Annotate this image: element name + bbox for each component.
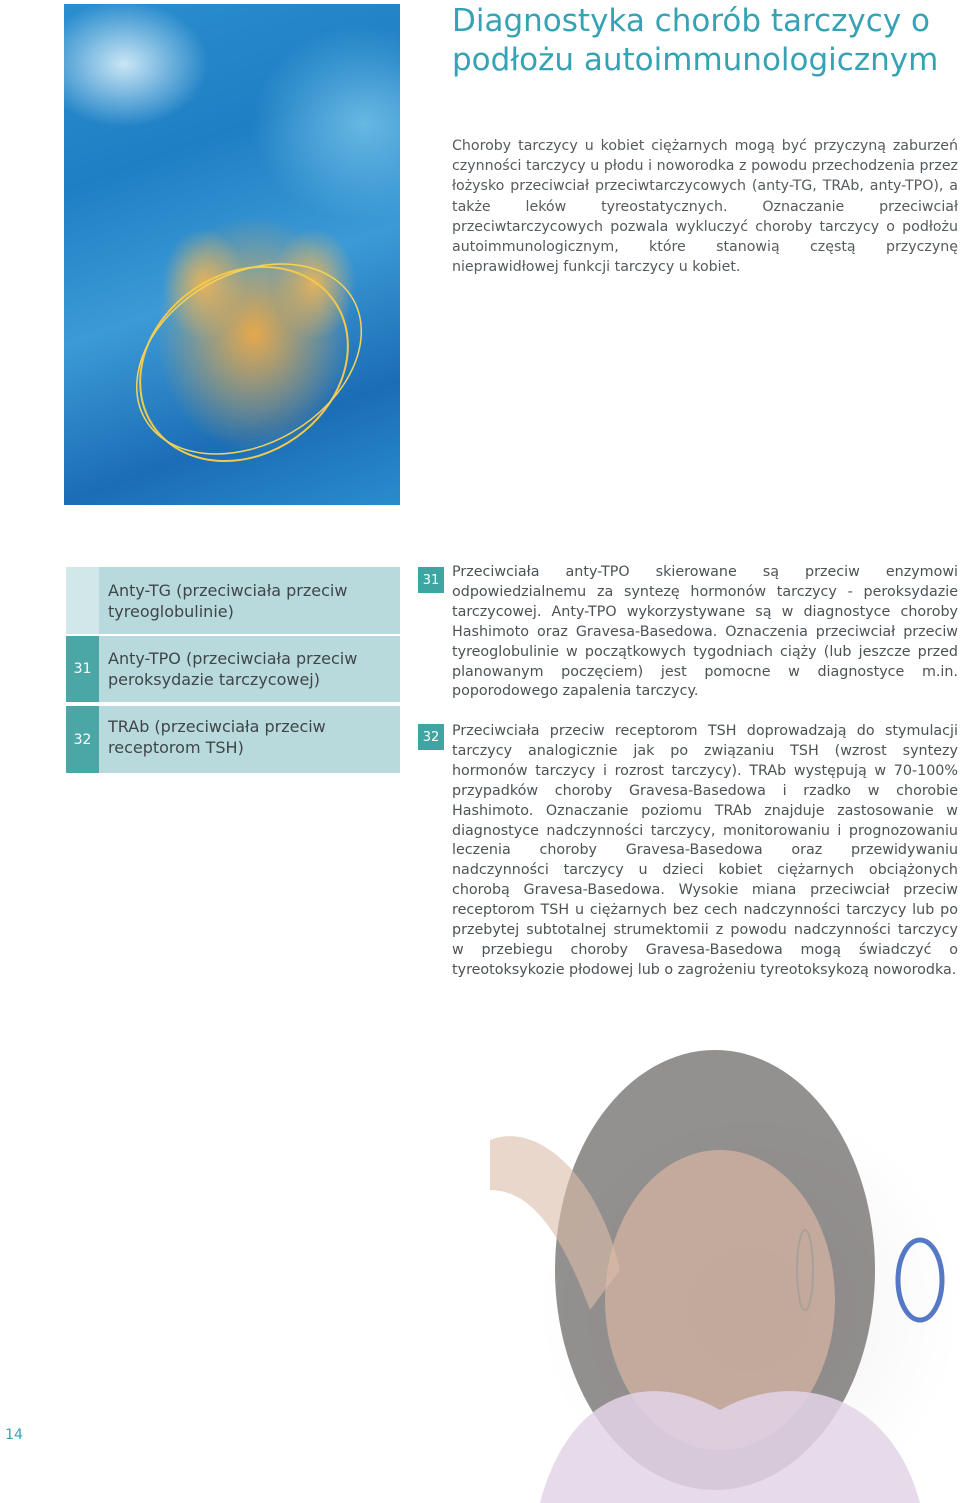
row-label: TRAb (przeciwciała przeciw receptorom TSH): [99, 706, 400, 773]
footnote-number: 32: [418, 724, 444, 750]
intro-paragraph: Choroby tarczycy u kobiet ciężarnych mogą być przyczyną zaburzeń czynności tarczycy u płodu i noworodka z powodu przechodzenia przez łożysko przeciwciał przeciwtarczycowych (anty-TG, TRAb, anty-TPO), a także leków tyreostatycznych. Oznaczanie przeciwciał przeciwtarczycowych pozwala wykluczyć choroby tarczycy o podłożu autoimmunologicznym, które stanowią częstą przyczynę nieprawidłowej funkcji tarczycy u kobiet.: [452, 138, 958, 276]
table-row: [66, 567, 400, 634]
footnote-text: Przeciwciała anty-TPO skierowane są przeciw enzymowi odpowiedzialnemu za syntezę hormonów tarczycy - peroksydazie tarczycowej. Anty-TPO wykorzystywane są w diagnostyce choroby Hashimoto oraz Gravesa-Basedowa. Oznaczenia przeciwciał przeciw tyreoglobulinie w początkowych tygodniach ciąży (lub jeszcze przed planowanym poczęciem) jest pomocne w diagnostyce m.in. poporodowego zapalenia tarczycy.: [452, 564, 958, 700]
row-number: 32: [66, 706, 99, 773]
row-number: [66, 567, 99, 634]
row-label: Anty-TPO (przeciwciała przeciw peroksydazie tarczycowej): [99, 636, 400, 702]
footnote-number: 31: [418, 567, 444, 593]
row-number: 31: [66, 636, 99, 702]
antibody-table: [66, 567, 400, 773]
table-row: [66, 706, 400, 773]
woman-photo: [450, 1010, 960, 1503]
footnote-text: Przeciwciała przeciw receptorom TSH doprowadzają do stymulacji tarczycy analogicznie jak po związaniu TSH (wzrost syntezy hormonów tarczycy i rozrost tarczycy). TRAb występują w 70-100% przypadków choroby Gravesa-Basedowa i rzadko w chorobie Hashimoto. Oznaczanie poziomu TRAb znajduje zastosowanie w diagnostyce nadczynności tarczycy, monitorowaniu i prognozowaniu leczenia choroby Gravesa-Basedowa oraz przewidywaniu nadczynności tarczycy u dzieci kobiet ciężarnych obciążonych chorobą Gravesa-Basedowa. Wysokie miana przeciwciał przeciw receptorom TSH u ciężarnych bez cech nadczynności tarczycy lub po przebytej subtotalnej strumektomii z powodu nadczynności tarczycy w przebiegu choroby Gravesa-Basedowa mogą świadczyć o tyreotoksykozie płodowej lub o zagrożeniu tyreotoksykozą noworodka.: [452, 723, 958, 978]
thyroid-illustration: [64, 4, 400, 505]
row-label: Anty-TG (przeciwciała przeciw tyreoglobulinie): [99, 567, 400, 634]
page-title: Diagnostyka chorób tarczycy o podłożu autoimmunologicznym: [452, 3, 939, 78]
table-row: [66, 636, 400, 702]
page-number: 14: [5, 1427, 23, 1443]
